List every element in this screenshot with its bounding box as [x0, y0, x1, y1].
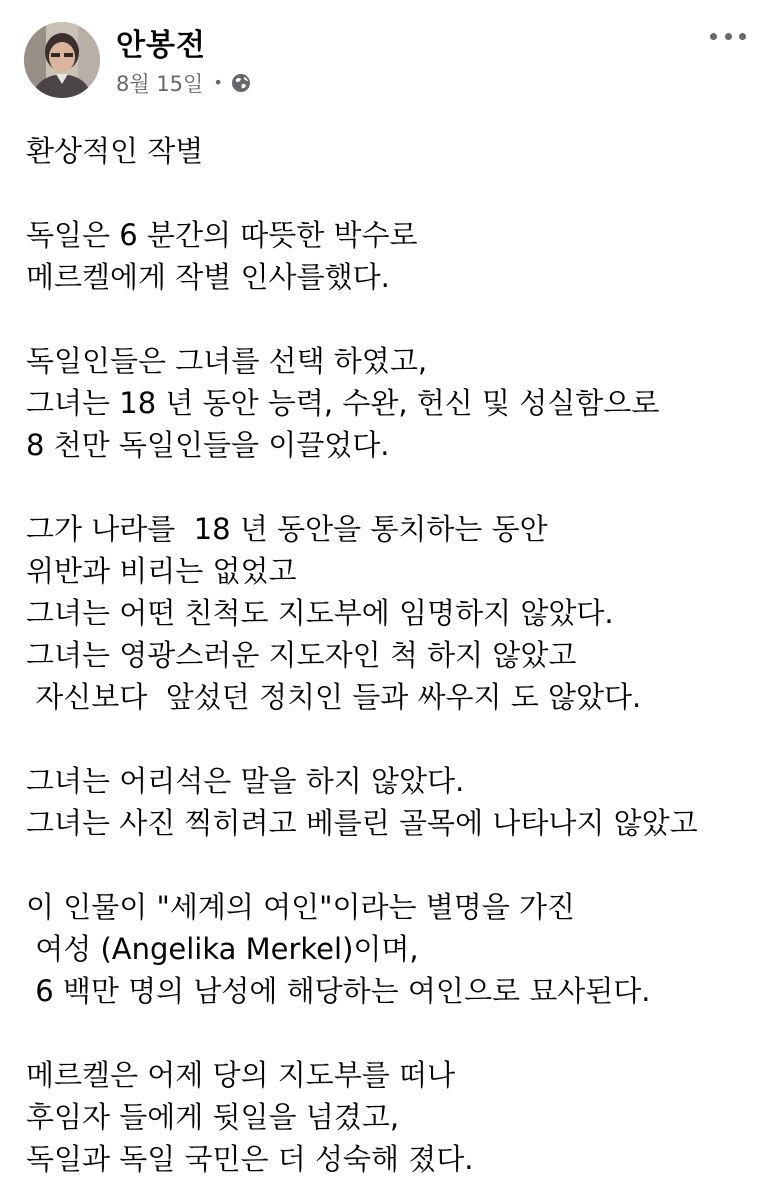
post-header — [0, 0, 780, 110]
post-line: 그녀는 18 년 동안 능력, 수완, 헌신 및 성실함으로 — [26, 386, 660, 420]
post-line: 메르켈에게 작별 인사를했다. — [26, 260, 390, 294]
post-line: 독일과 독일 국민은 더 성숙해 졌다. — [26, 1142, 474, 1176]
post-line: 여성 (Angelika Merkel)이며, — [26, 932, 419, 966]
avatar[interactable] — [24, 22, 100, 98]
post-line: 8 천만 독일인들을 이끌었다. — [26, 428, 390, 462]
post-line: 환상적인 작별 — [26, 134, 204, 168]
post-line-blank — [26, 1012, 766, 1054]
post-line: 자신보다 앞섰던 정치인 들과 싸우지 도 않았다. — [26, 680, 642, 714]
post-line: 위반과 비리는 없었고 — [26, 554, 297, 588]
post-line: 이 인물이 "세계의 여인"이라는 별명을 가진 — [26, 890, 576, 924]
post-line-blank — [26, 172, 766, 214]
post-line-blank — [26, 844, 766, 886]
post-line: 후임자 들에게 뒷일을 넘겼고, — [26, 1100, 400, 1134]
post-line: 그녀는 어리석은 말을 하지 않았다. — [26, 764, 465, 798]
post-line-blank — [26, 466, 766, 508]
post-line: 6 백만 명의 남성에 해당하는 여인으로 묘사된다. — [26, 974, 651, 1008]
post-date[interactable]: 8월 15일 — [116, 72, 204, 96]
more-dot — [710, 33, 717, 40]
post-line: 독일인들은 그녀를 선택 하였고, — [26, 344, 428, 378]
avatar-photo — [24, 22, 100, 98]
post-line-blank — [26, 718, 766, 760]
more-dot — [725, 33, 732, 40]
post-line: 그녀는 사진 찍히려고 베를린 골목에 나타나지 않았고 — [26, 806, 698, 840]
author-name[interactable]: 안봉전 — [116, 28, 206, 63]
more-options-icon[interactable] — [710, 26, 746, 46]
post-line: 메르켈은 어제 당의 지도부를 떠나 — [26, 1058, 456, 1092]
more-dot — [739, 33, 746, 40]
post-line: 그녀는 어떤 친척도 지도부에 임명하지 않았다. — [26, 596, 614, 630]
post-line: 독일은 6 분간의 따뜻한 박수로 — [26, 218, 418, 252]
post-line: 그가 나라를 18 년 동안을 통치하는 동안 — [26, 512, 548, 546]
globe-icon[interactable] — [231, 73, 251, 93]
post-line-blank — [26, 298, 766, 340]
post-body — [26, 130, 766, 1180]
meta-separator: • — [213, 73, 223, 92]
post-line: 그녀는 영광스러운 지도자인 척 하지 않았고 — [26, 638, 577, 672]
post-meta — [116, 68, 251, 98]
